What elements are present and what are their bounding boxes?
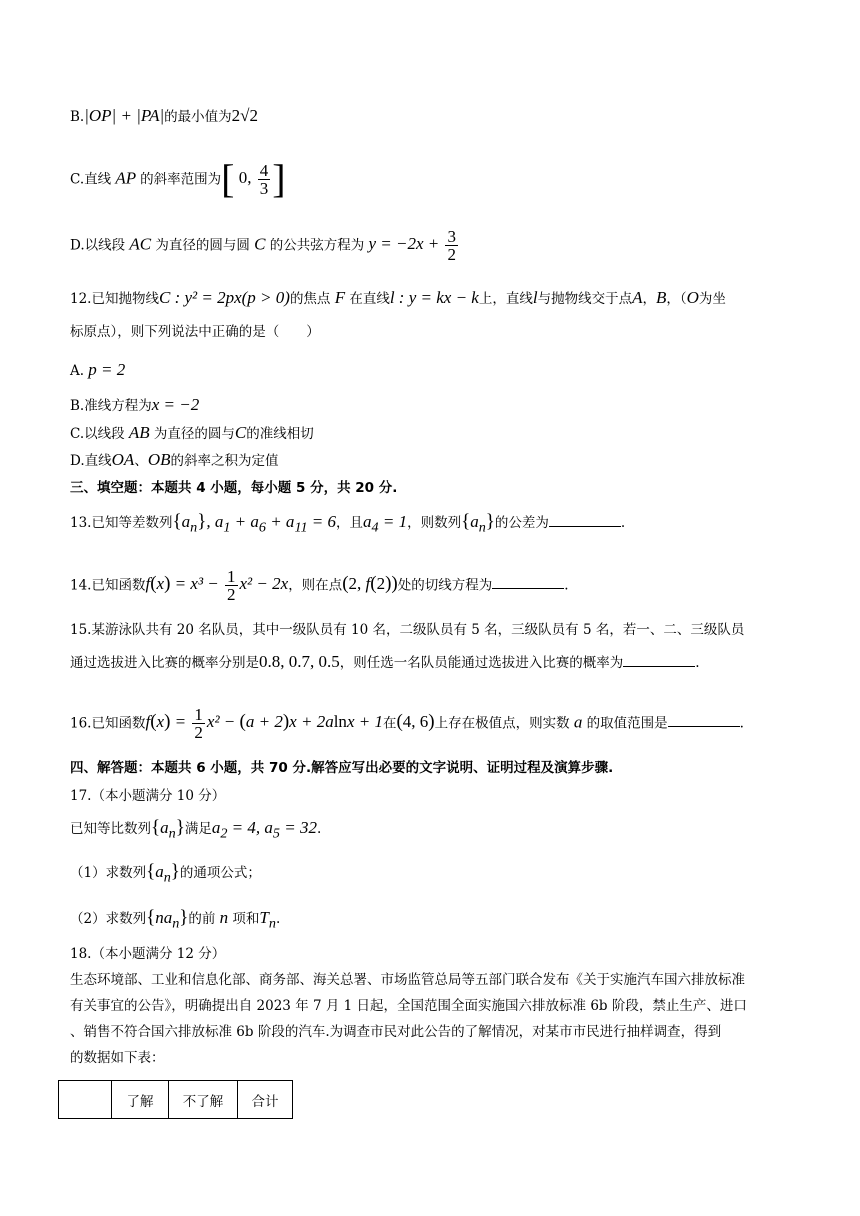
- q11-option-b: B.|OP| + |PA|的最小值为2√2: [70, 106, 258, 125]
- section4-heading: 四、解答题：本题共 6 小题，共 70 分.解答应写出必要的文字说明、证明过程及演算步骤.: [70, 760, 614, 776]
- q15-line2: 通过选拔进入比赛的概率分别是0.8, 0.7, 0.5，则任选一名队员能通过选拔进入比赛的概率为 .: [70, 652, 700, 671]
- table-header-cell: [59, 1081, 112, 1119]
- q16-answer-blank[interactable]: [668, 712, 740, 727]
- q11-option-c: C.直线 AP 的斜率范围为[ 0, $\frac{4}{3}$ ]: [70, 156, 286, 202]
- q11-c-range: [ 0, $\frac{4}{3}$ ]: [221, 156, 286, 202]
- q15-answer-blank[interactable]: [623, 652, 695, 667]
- q15-line1: 15.某游泳队共有 20 名队员，其中一级队员有 10 名，二级队员有 5 名，三级队员有 5 名，若一、二、三级队员: [70, 622, 745, 638]
- q17-part2: （2）求数列$\{na_n\}$的前 n 项和$T_n$.: [70, 907, 281, 932]
- table-header-cell: 不了解: [169, 1081, 238, 1119]
- q18-line1: 生态环境部、工业和信息化部、商务部、海关总署、市场监管总局等五部门联合发布《关于实施汽车国六排放标准: [70, 972, 745, 988]
- q18-data-table: [58, 1080, 293, 1119]
- q17-header: 17.（本小题满分 10 分）: [70, 788, 226, 804]
- q18-header: 18.（本小题满分 12 分）: [70, 946, 226, 962]
- q18-line2: 有关事宜的公告》，明确提出自 2023 年 7 月 1 日起，全国范围全面实施国六排放标准 6b 阶段，禁止生产、进口: [70, 998, 747, 1014]
- q13-answer-blank[interactable]: [549, 512, 621, 527]
- q13: 13.已知等差数列$\{a_n\}$, $a_1 + a_6 + a_{11} = 6$，且$a_4 = 1$，则数列$\{a_n\}$的公差为 .: [70, 511, 626, 536]
- q18-line3: 、销售不符合国六排放标准 6b 阶段的汽车.为调查市民对此公告的了解情况，对某市市民进行抽样调查，得到: [70, 1024, 722, 1040]
- q12-stem-line2: 标原点），则下列说法中正确的是（ ）: [70, 324, 320, 340]
- q12-option-d: D.直线OA、OB的斜率之积为定值: [70, 450, 279, 469]
- q11-option-d: D.以线段 AC 为直径的圆与圆 C 的公共弦方程为 y = −2x + $\frac{3}{2}$: [70, 228, 460, 263]
- q11-d-equation: y = −2x + $\frac{3}{2}$: [364, 227, 456, 264]
- q12-option-b: B.准线方程为x = −2: [70, 395, 200, 414]
- q11-b-math: |OP| + |PA|: [84, 106, 165, 125]
- q12-option-c: C.以线段 AB 为直径的圆与C的准线相切: [70, 423, 314, 442]
- q18-line4: 的数据如下表：: [70, 1050, 165, 1066]
- q16: 16.已知函数f(x) = $\frac{1}{2}$ x² − (a + 2)x + 2alnx + 1在(4, 6)上存在极值点，则实数 a 的取值范围是 .: [70, 705, 744, 742]
- q12-stem-line1: 12.已知抛物线C : y² = 2px(p > 0)的焦点 F 在直线l : y = kx − k上，直线l与抛物线交于点A，B，（O为坐: [70, 288, 726, 307]
- table-header-cell: 合计: [238, 1081, 293, 1119]
- q14-answer-blank[interactable]: [492, 574, 564, 589]
- q17-part1: （1）求数列$\{a_n\}$的通项公式；: [70, 861, 261, 886]
- table-header-cell: 了解: [112, 1081, 169, 1119]
- q12-option-a: A. p = 2: [70, 360, 126, 379]
- q17-stem: 已知等比数列$\{a_n\}$满足$a_2 = 4$, $a_5 = 32$.: [70, 817, 322, 842]
- q11-b-value: 2√2: [231, 106, 258, 125]
- q14: 14.已知函数f(x) = x³ − $\frac{1}{2}$ x² − 2x，则在点(2, f(2))处的切线方程为 .: [70, 567, 569, 604]
- section3-heading: 三、填空题：本题共 4 小题，每小题 5 分，共 20 分.: [70, 480, 398, 496]
- table-header-row: [59, 1081, 293, 1119]
